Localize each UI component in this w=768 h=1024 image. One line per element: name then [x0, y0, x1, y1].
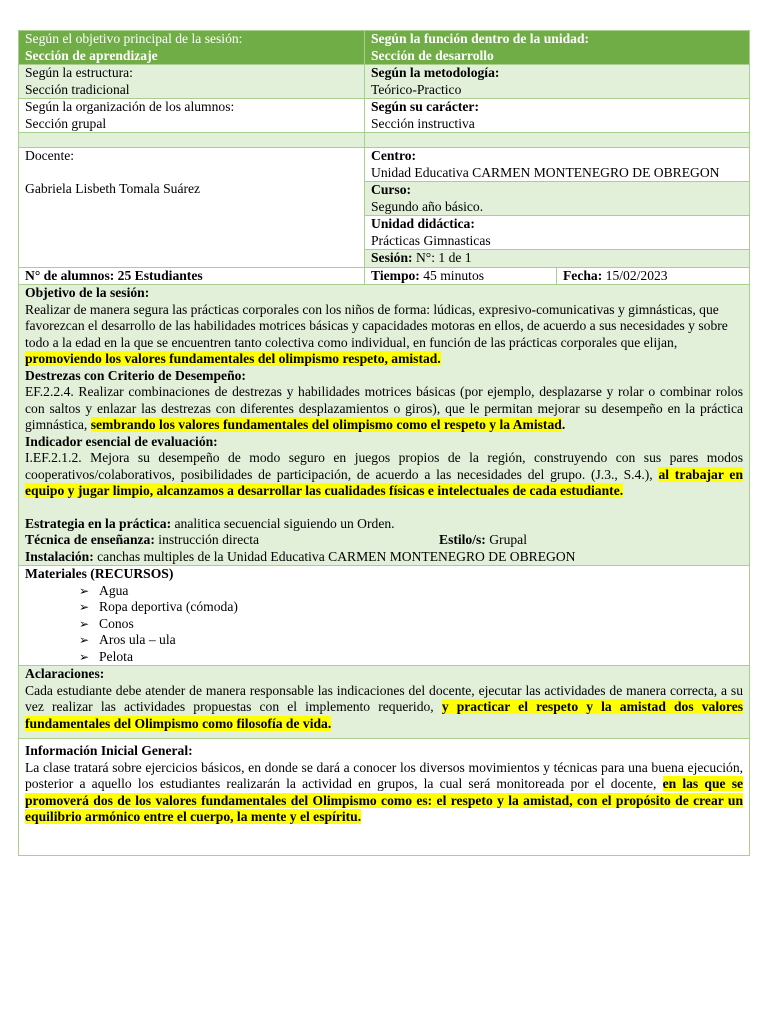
informacion-label: Información Inicial General:	[25, 743, 193, 758]
estructura-row	[19, 65, 750, 99]
objetivo-body: Realizar de manera segura las prácticas corporales con los niños de forma: lúdicas, expresivo-comunicativas y gimnásticas, que favorezcan el desarrollo de las habilidades motrices básicas y capacidades motoras en ellos, de acuerdo a sus necesidades y sobre todo a la edad en la que se encuentren tanto colectiva como individual, en función de las prácticas corporales que elijan,	[25, 301, 728, 350]
organizacion-value: Sección grupal	[25, 115, 107, 131]
arrow-bullet-icon: ➢	[79, 616, 90, 631]
metodologia-label: Según la metodología:	[371, 65, 500, 80]
destrezas-highlight: sembrando los valores fundamentales del olimpismo como el respeto y la Amistad	[90, 417, 562, 432]
destrezas-body: EF.2.2.4. Realizar combinaciones de destrezas y habilidades motrices básicas (por ejemplo, desplazarse y rolar o combinar rolos con saltos y enlazar las destrezas con diferentes desplazamientos o giros), que le permitan mejorar su desempeño en la práctica gimnástica,	[25, 384, 744, 432]
indicador-label: Indicador esencial de evaluación:	[25, 433, 218, 449]
spacer-right	[365, 133, 750, 148]
aclaraciones-highlight: y practicar el respeto y la amistad dos valores fundamentales del Olimpismo como filosofía de vida.	[25, 699, 744, 731]
centro-value: Unidad Educativa CARMEN MONTENEGRO DE OBREGON	[371, 164, 720, 180]
destrezas-end: .	[561, 417, 566, 432]
informacion-body: La clase tratará sobre ejercicios básicos, en donde se dará a conocer los diversos movimientos y técnicas para una buena ejecución, posterior a aquello los estudiantes realizarán la actividad en grupos, la cual será monitoreada por el docente,	[25, 759, 744, 791]
header-row	[19, 31, 750, 65]
objetivo-label: Objetivo de la sesión:	[25, 285, 150, 300]
seccion-aprendizaje: Sección de aprendizaje	[25, 47, 158, 63]
arrow-bullet-icon: ➢	[79, 649, 90, 664]
objetivo-text	[25, 302, 743, 368]
estilo-label: Estilo/s:	[439, 532, 486, 547]
estrategia-line	[25, 516, 743, 533]
materiales-row	[19, 566, 750, 666]
fecha-value: 15/02/2023	[602, 267, 668, 283]
caracter-value: Sección instructiva	[371, 115, 475, 131]
fecha-cell	[557, 267, 750, 285]
tecnica-label: Técnica de enseñanza:	[25, 532, 155, 547]
unidad-value: Prácticas Gimnasticas	[371, 232, 491, 248]
organizacion-row	[19, 99, 750, 133]
docente-centro-row	[19, 148, 750, 182]
centro-label: Centro:	[371, 148, 417, 163]
materiales-cell	[19, 566, 750, 666]
unidad-label: Unidad didáctica:	[371, 216, 475, 231]
tecnica-value: instrucción directa	[154, 532, 260, 547]
estrategia-value: analitica secuencial siguiendo un Orden.	[171, 515, 395, 531]
caracter-label: Según su carácter:	[371, 99, 479, 114]
curso-label: Curso:	[371, 182, 412, 197]
arrow-bullet-icon: ➢	[79, 583, 90, 598]
estructura-cell	[19, 65, 365, 99]
curso-value: Segundo año básico.	[371, 198, 484, 214]
informacion-cell	[19, 739, 750, 856]
estructura-label: Según la estructura:	[25, 65, 133, 80]
detalle-cell	[19, 285, 750, 566]
unidad-cell	[365, 216, 750, 250]
arrow-bullet-icon: ➢	[79, 633, 90, 647]
tiempo-cell	[365, 267, 557, 285]
informacion-text	[25, 760, 743, 826]
list-item: ➢ Conos	[79, 615, 134, 631]
funcion-unidad-label: Según la función dentro de la unidad:	[371, 31, 590, 46]
fecha-label: Fecha:	[563, 267, 603, 283]
aclaraciones-text	[25, 683, 743, 733]
instalacion-line	[25, 549, 743, 566]
list-item: ➢ Ropa deportiva (cómoda)	[79, 599, 238, 614]
docente-cell	[19, 148, 365, 268]
instalacion-value: canchas multiples de la Unidad Educativa CARMEN MONTENEGRO DE OBREGON	[93, 548, 576, 564]
header-left-cell	[19, 31, 365, 65]
estilo-value: Grupal	[485, 532, 527, 547]
spacer-left	[19, 133, 365, 148]
indicador-text	[25, 450, 743, 500]
list-item: ➢ Agua	[79, 582, 129, 598]
indicador-body: I.EF.2.1.2. Mejora su desempeño de modo seguro en juegos propios de la región, construyendo con sus pares modos cooperativos/colaborativos, posibilidades de participación, de acuerdo a las necesidades del grupo. (J.3., S.4.),	[25, 450, 744, 482]
organizacion-cell	[19, 99, 365, 133]
indicador-highlight: al trabajar en equipo y jugar limpio, alcanzamos a desarrollar las cualidades físicas e intelectuales de cada estudiante.	[25, 466, 744, 498]
list-item: ➢ Aros ula – ula	[79, 632, 176, 647]
objetivo-highlight: promoviendo los valores fundamentales del olimpismo respeto, amistad.	[25, 351, 441, 366]
metodologia-cell	[365, 65, 750, 99]
header-right-cell	[365, 31, 750, 65]
sesion-value: N°: 1 de 1	[412, 250, 472, 265]
seccion-desarrollo: Sección de desarrollo	[371, 47, 494, 63]
instalacion-label: Instalación:	[25, 548, 94, 564]
centro-cell	[365, 148, 750, 182]
spacer-row	[19, 133, 750, 148]
informacion-row	[19, 739, 750, 856]
estructura-value: Sección tradicional	[25, 81, 130, 97]
tecnica-estilo-line	[25, 532, 743, 549]
tiempo-label: Tiempo:	[371, 267, 420, 283]
destrezas-label: Destrezas con Criterio de Desempeño:	[25, 367, 246, 383]
tiempo-value: 45 minutos	[419, 267, 485, 283]
informacion-highlight: en las que se promoverá dos de los valores fundamentales del Olimpismo como es: el respeto y la amistad, con el propósito de crear un equilibrio armónico entre el cuerpo, la mente y el espíritu.	[25, 776, 744, 824]
destrezas-text	[25, 384, 743, 434]
objetivo-principal-label: Según el objetivo principal de la sesión:	[25, 31, 243, 46]
docente-value: Gabriela Lisbeth Tomala Suárez	[25, 180, 201, 196]
lesson-plan-table	[18, 30, 750, 856]
aclaraciones-label: Aclaraciones:	[25, 666, 105, 681]
lesson-plan-page	[18, 30, 749, 856]
estrategia-label: Estrategia en la práctica:	[25, 515, 172, 531]
aclaraciones-cell	[19, 666, 750, 739]
aclaraciones-row	[19, 666, 750, 739]
organizacion-label: Según la organización de los alumnos:	[25, 99, 235, 114]
sesion-label: Sesión:	[371, 250, 413, 265]
aclaraciones-body: Cada estudiante debe atender de manera responsable las indicaciones del docente, ejecutar las actividades de manera correcta, a su vez realizar las actividades propuestas con el implemento requerido,	[25, 682, 744, 714]
alumnos-cell: N° de alumnos: 25 Estudiantes	[19, 267, 365, 285]
caracter-cell	[365, 99, 750, 133]
alumnos-tiempo-fecha-row	[19, 267, 750, 285]
list-item: ➢ Pelota	[79, 648, 133, 664]
curso-cell	[365, 182, 750, 216]
sesion-cell	[365, 250, 750, 268]
docente-label: Docente:	[25, 148, 75, 163]
metodologia-value: Teórico-Practico	[371, 81, 462, 97]
arrow-bullet-icon: ➢	[79, 600, 90, 614]
detalle-row	[19, 285, 750, 566]
materiales-label: Materiales (RECURSOS)	[25, 566, 174, 581]
